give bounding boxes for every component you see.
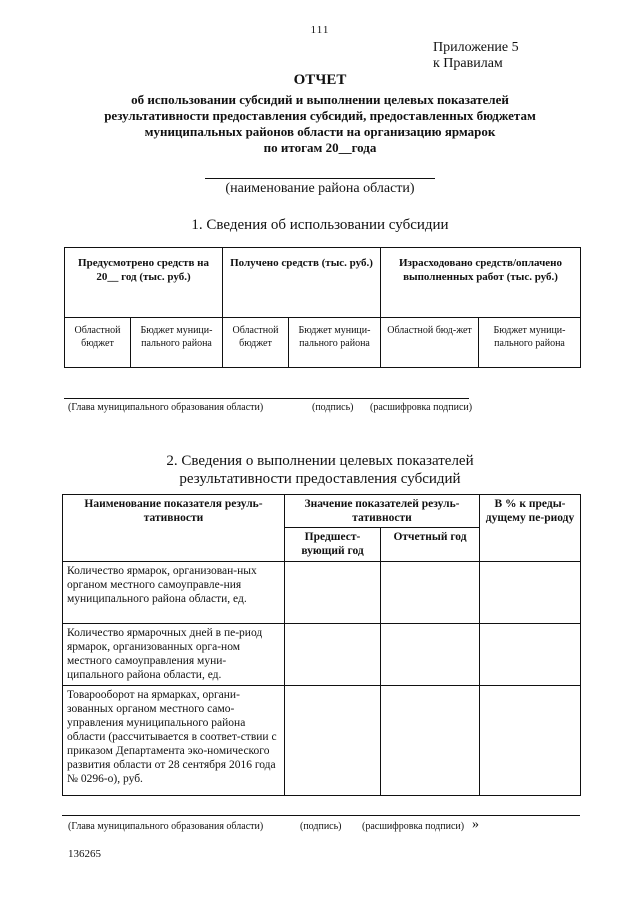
header-planned-funds: Предусмотрено средств на 20__ год (тыс. руб.) — [65, 248, 223, 318]
cell-empty — [381, 624, 480, 686]
sub-regional-budget-2: Областной бюджет — [223, 318, 289, 368]
header-percent-prev: В % к преды-дущему пе-риоду — [480, 495, 581, 562]
appendix-line-1: Приложение 5 — [433, 40, 519, 55]
section2-heading — [100, 452, 540, 488]
signature2-head-caption: (Глава муниципального образования области) — [68, 821, 264, 832]
sub-municipal-budget-2: Бюджет муници-пального района — [289, 318, 381, 368]
page-number: 111 — [310, 24, 330, 36]
section2-heading-line-1: 2. Сведения о выполнении целевых показателей — [166, 453, 474, 469]
appendix-note — [433, 40, 519, 72]
table-row — [63, 562, 581, 624]
indicator-fair-count: Количество ярмарок, организован-ных органом местного самоуправле-ния муниципального района области, ед. — [63, 562, 285, 624]
sub-municipal-budget-3: Бюджет муници-пального района — [479, 318, 581, 368]
cell-empty — [381, 686, 480, 796]
district-caption: (наименование района области) — [225, 181, 415, 196]
signature1-head-caption: (Глава муниципального образования области) — [68, 402, 264, 413]
table-row — [63, 624, 581, 686]
subsidy-usage-table — [64, 247, 581, 368]
appendix-line-2: к Правилам — [433, 56, 503, 71]
header-indicator-value: Значение показателей резуль-тативности — [285, 495, 480, 528]
indicator-fair-days: Количество ярмарочных дней в пе-риод ярмарок, организованных орга-ном местного самоуправления муни-ципального района области, ед. — [63, 624, 285, 686]
sub-regional-budget-1: Областной бюджет — [65, 318, 131, 368]
document-subtitle — [60, 92, 580, 156]
signature1-line — [64, 398, 469, 399]
section2-heading-line-2: результативности предоставления субсидий — [179, 471, 461, 487]
header-received-funds: Получено средств (тыс. руб.) — [223, 248, 381, 318]
cell-empty — [480, 686, 581, 796]
section1-heading: 1. Сведения об использовании субсидии — [191, 217, 449, 233]
indicators-table — [62, 494, 581, 796]
cell-empty — [285, 686, 381, 796]
document-title: ОТЧЕТ — [293, 72, 347, 88]
subtitle-line-3: муниципальных районов области на организацию ярмарок — [144, 124, 496, 139]
signature2-decode-caption: (расшифровка подписи) — [362, 821, 465, 832]
sub-municipal-budget-1: Бюджет муници-пального района — [131, 318, 223, 368]
signature1-decode-caption: (расшифровка подписи) — [370, 402, 473, 413]
table-row — [63, 686, 581, 796]
subtitle-line-4: по итогам 20__года — [263, 140, 377, 155]
indicator-turnover: Товарооборот на ярмарках, органи-зованных органом местного само-управления муниципального района области (рассчитывается в соответ-ствии с приказом Департамента эко-номического развития области от 28 сентября 2016 года № 0296-о), руб. — [63, 686, 285, 796]
closing-quote: » — [472, 817, 479, 832]
header-report-year: Отчетный год — [381, 528, 480, 562]
subtitle-line-1: об использовании субсидий и выполнении целевых показателей — [131, 92, 509, 107]
cell-empty — [480, 624, 581, 686]
cell-empty — [285, 624, 381, 686]
signature2-line — [62, 815, 580, 816]
cell-empty — [381, 562, 480, 624]
header-indicator-name: Наименование показателя резуль-тативности — [63, 495, 285, 562]
footer-code: 136265 — [68, 848, 101, 860]
district-underline — [205, 178, 435, 179]
signature2-sign-caption: (подпись) — [300, 821, 342, 832]
sub-regional-budget-3: Областной бюд-жет — [381, 318, 479, 368]
cell-empty — [480, 562, 581, 624]
header-previous-year: Предшест-вующий год — [285, 528, 381, 562]
cell-empty — [285, 562, 381, 624]
subtitle-line-2: результативности предоставления субсидий, предоставленных бюджетам — [104, 108, 536, 123]
header-spent-funds: Израсходовано средств/оплачено выполненных работ (тыс. руб.) — [381, 248, 581, 318]
signature1-sign-caption: (подпись) — [312, 402, 354, 413]
